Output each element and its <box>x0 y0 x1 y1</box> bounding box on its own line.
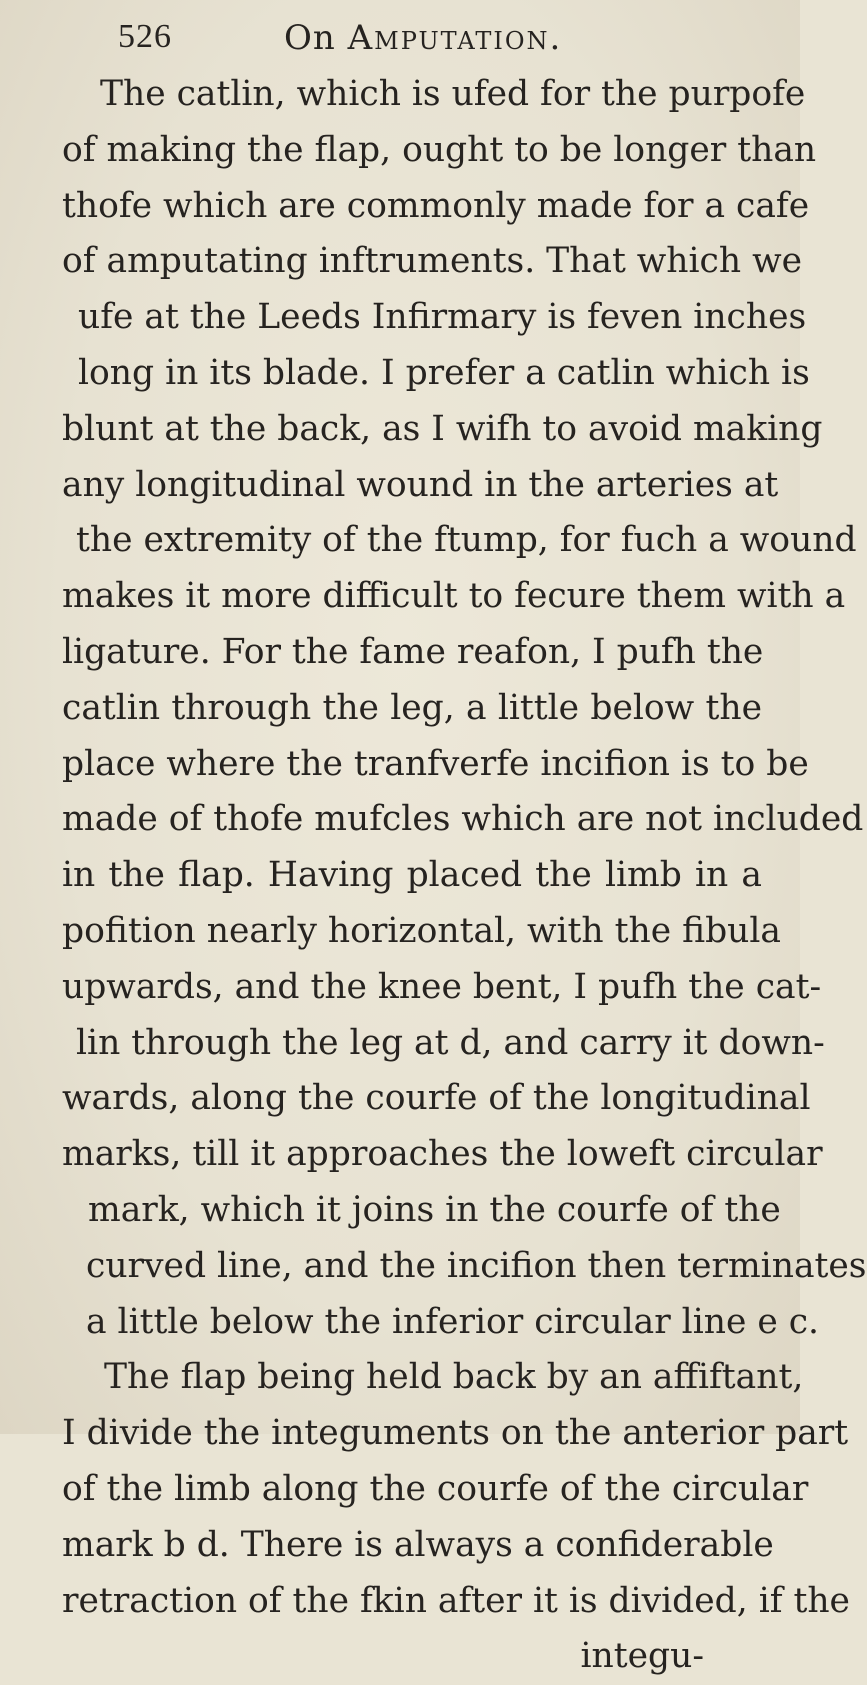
text-line: ligature. For the fame reafon, I pufh the <box>62 631 764 672</box>
text-line: marks, till it approaches the loweft circular <box>62 1134 823 1175</box>
text-line: retraction of the fkin after it is divided, if the <box>62 1580 850 1621</box>
text-line: The catlin, which is ufed for the purpofe <box>100 74 806 114</box>
page-number: 526 <box>118 18 172 55</box>
text-line: place where the tranfverfe incifion is to be <box>62 743 809 784</box>
catchword: integu- <box>580 1636 704 1677</box>
text-line: makes it more difficult to fecure them with a <box>62 576 846 617</box>
running-head <box>284 18 562 58</box>
text-line: catlin through the leg, a little below the <box>62 687 762 728</box>
text-line: long in its blade. I prefer a catlin which is <box>78 352 810 393</box>
text-line: The flap being held back by an affiftant, <box>104 1357 804 1398</box>
text-line: lin through the leg at d, and carry it down- <box>76 1022 825 1063</box>
text-line: the extremity of the ftump, for fuch a wound <box>76 520 857 561</box>
text-line: pofition nearly horizontal, with the fibula <box>62 910 781 951</box>
body-text <box>62 67 867 1685</box>
text-line: ufe at the Leeds Infirmary is feven inches <box>78 297 807 338</box>
text-line: blunt at the back, as I wifh to avoid making <box>62 408 823 449</box>
text-line: mark, which it joins in the courfe of the <box>88 1189 781 1230</box>
text-line: any longitudinal wound in the arteries at <box>62 464 779 505</box>
text-line: made of thofe mufcles which are not included <box>62 799 864 840</box>
running-head-title: Amputation. <box>347 18 563 58</box>
text-line: mark b d. There is always a confiderable <box>62 1524 774 1565</box>
running-head-on: On <box>284 18 336 58</box>
text-line: wards, along the courfe of the longitudinal <box>62 1078 811 1119</box>
text-line: a little below the inferior circular line e c. <box>86 1301 820 1342</box>
text-line: of amputating inftruments. That which we <box>62 241 803 282</box>
text-line: of the limb along the courfe of the circular <box>62 1468 809 1509</box>
text-line: thofe which are commonly made for a cafe <box>62 185 810 226</box>
text-line: upwards, and the knee bent, I pufh the cat- <box>62 966 822 1007</box>
page-header <box>118 18 638 66</box>
text-line: in the flap. Having placed the limb in a <box>62 855 762 896</box>
text-line: I divide the integuments on the anterior part <box>62 1413 849 1454</box>
text-line: of making the flap, ought to be longer than <box>62 129 817 170</box>
text-line: curved line, and the incifion then terminates <box>86 1245 867 1286</box>
